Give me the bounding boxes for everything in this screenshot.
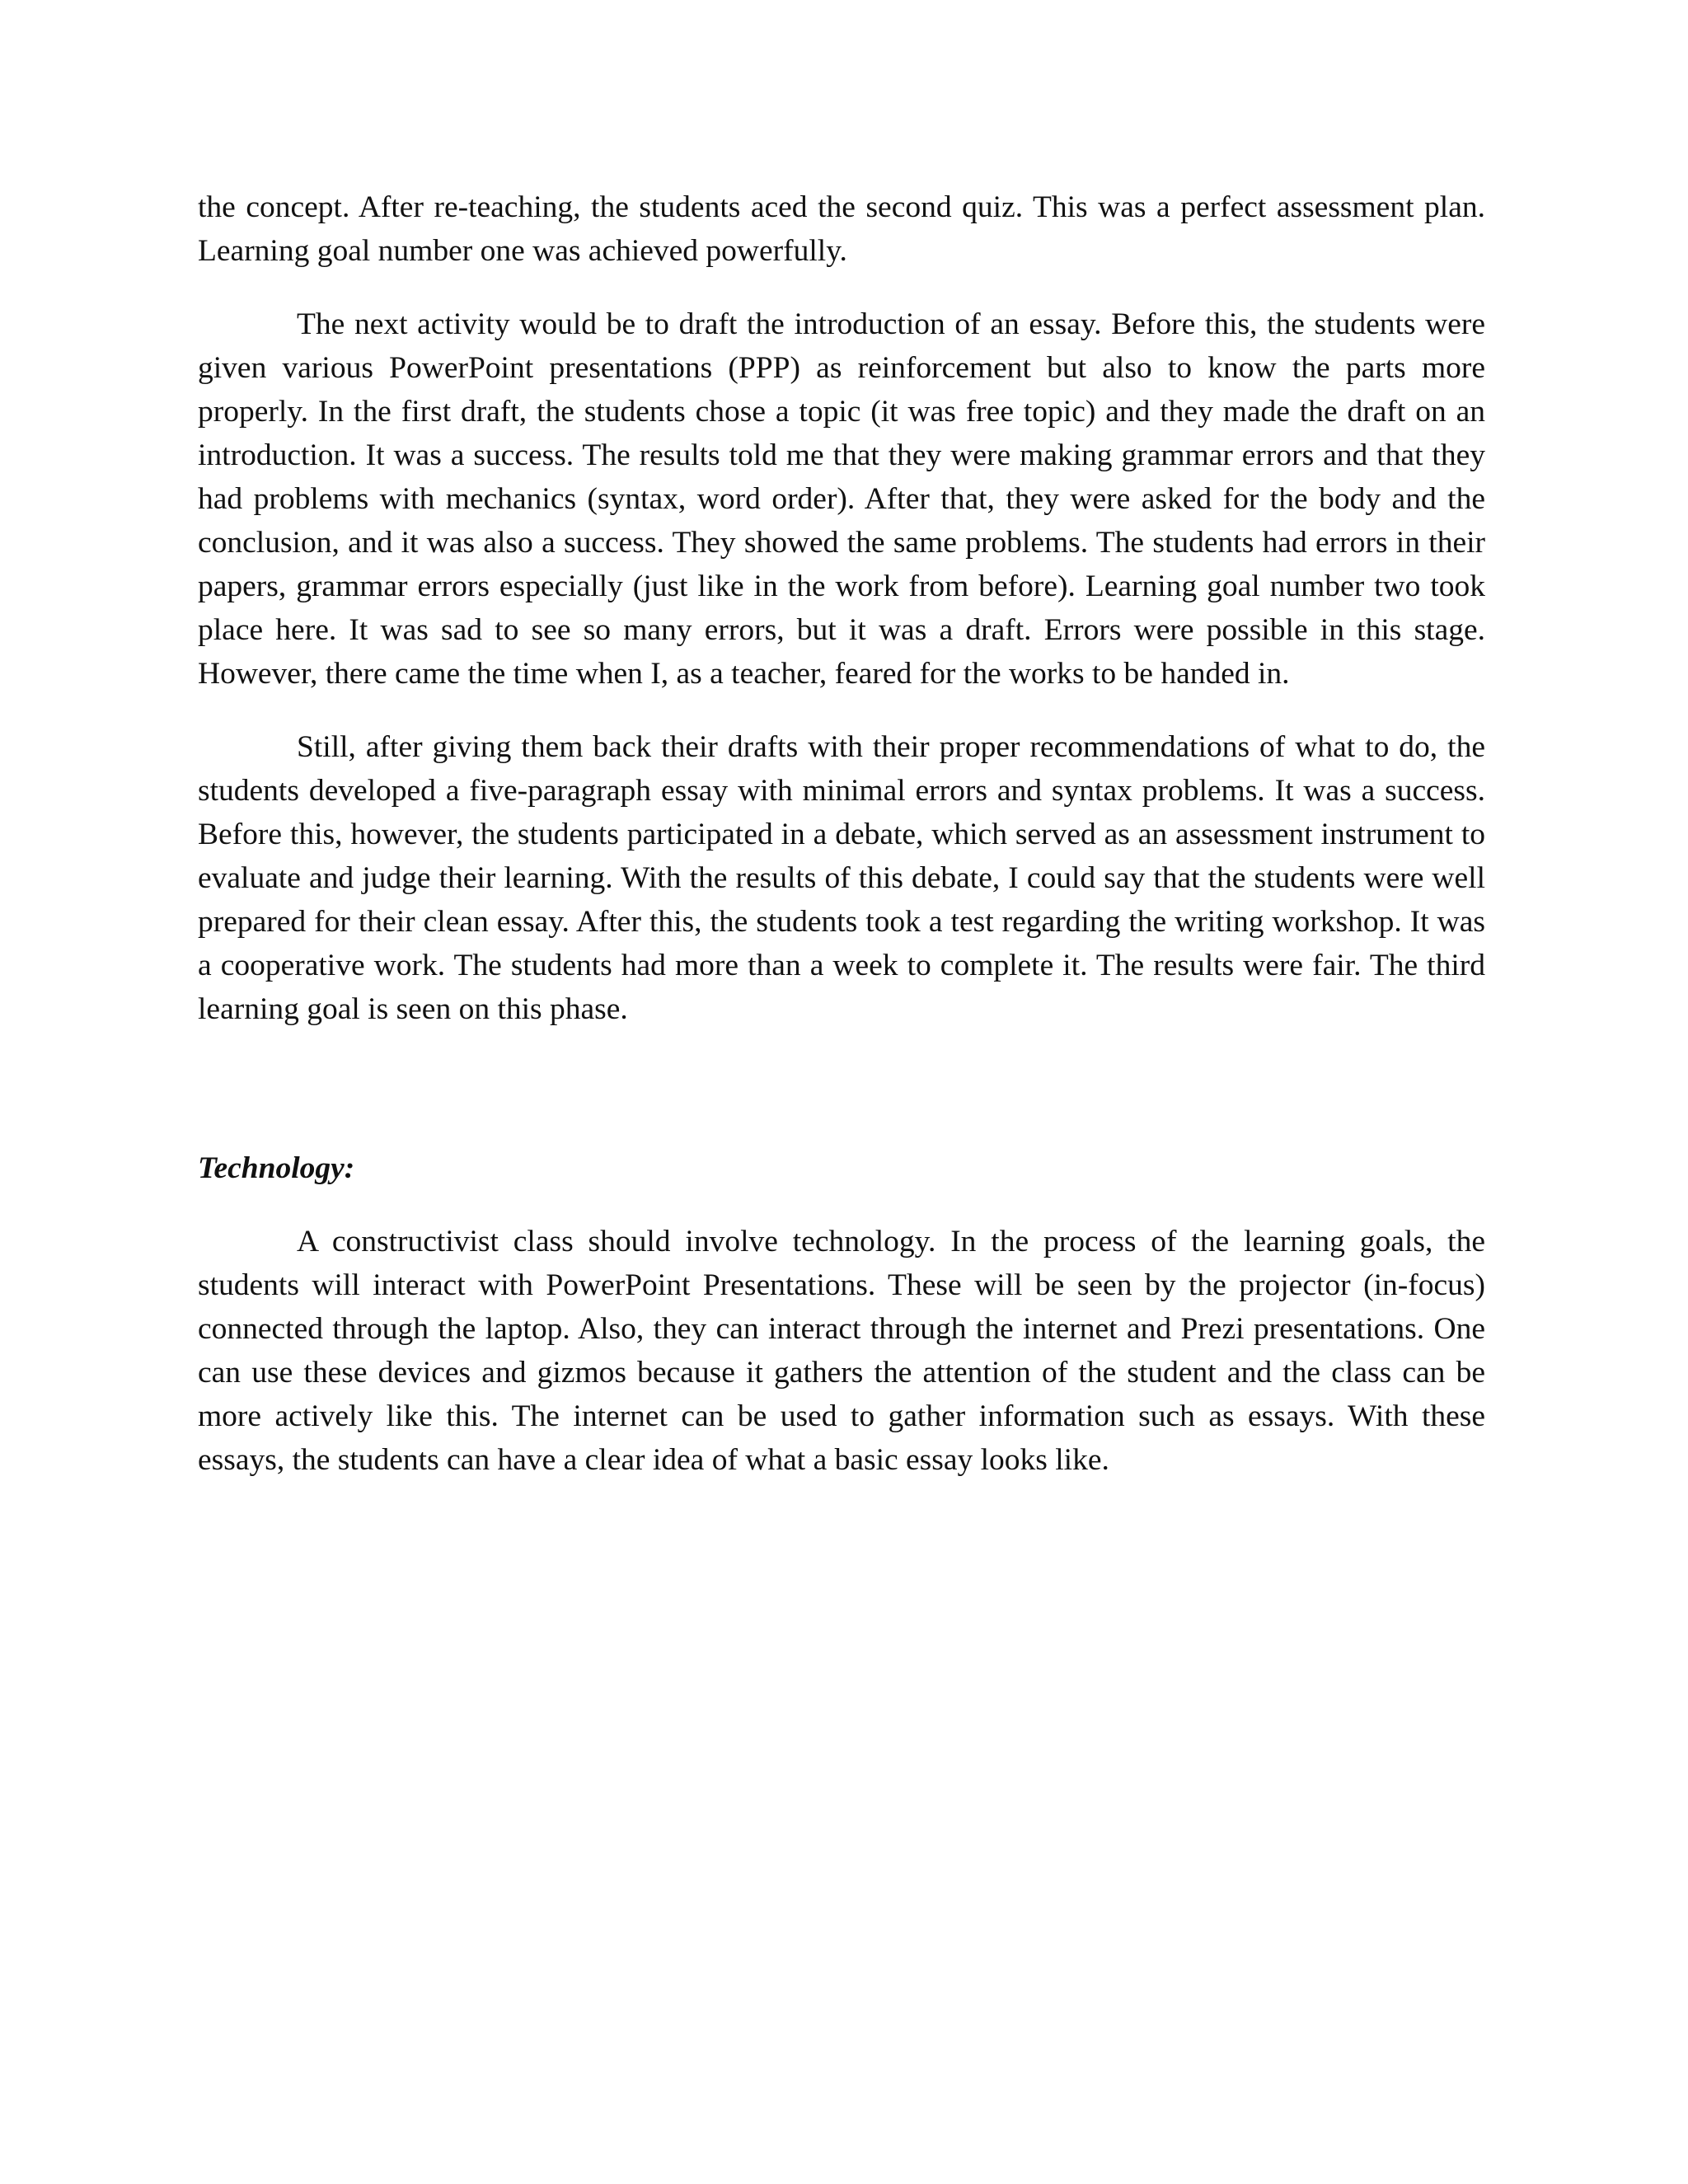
paragraph-essay-results: Still, after giving them back their drafts with their proper recommendations of what to do, the students developed a five-paragraph essay with minimal errors and syntax problems. It was a success. Before this, however, the students participated in a debate, which served as an assessment instrument to evaluate and judge their learning. With the results of this debate, I could say that the students were well prepared for their clean essay. After this, the students took a test regarding the writing workshop. It was a cooperative work. The students had more than a week to complete it. The results were fair. The third learning goal is seen on this phase. bbox=[198, 730, 1485, 1026]
paragraph-draft-activity: The next activity would be to draft the introduction of an essay. Before this, the students were given various PowerPoint presentations (PPP) as reinforcement but also to know the parts more properly. In the first draft, the students chose a topic (it was free topic) and they made the draft on an introduction. It was a success. The results told me that they were making grammar errors and that they had problems with mechanics (syntax, word order). After that, they were asked for the body and the conclusion, and it was also a success. They showed the same problems. The students had errors in their papers, grammar errors especially (just like in the work from before). Learning goal number two took place here. It was sad to see so many errors, but it was a draft. Errors were possible in this stage. However, there came the time when I, as a teacher, feared for the works to be handed in. bbox=[198, 307, 1485, 691]
paragraph-technology: A constructivist class should involve technology. In the process of the learning goals, the students will interact with PowerPoint Presentations. These will be seen by the projector (in-focus) connected through the laptop. Also, they can interact through the internet and Prezi presentations. One can use these devices and gizmos because it gathers the attention of the student and the class can be more actively like this. The internet can be used to gather information such as essays. With these essays, the students can have a clear idea of what a basic essay looks like. bbox=[198, 1225, 1485, 1477]
technology-heading: Technology: bbox=[198, 1151, 355, 1185]
paragraph-continuation: the concept. After re-teaching, the students aced the second quiz. This was a perfect assessment plan. Learning goal number one was achieved powerfully. bbox=[198, 190, 1485, 268]
document-page bbox=[198, 185, 1485, 1511]
